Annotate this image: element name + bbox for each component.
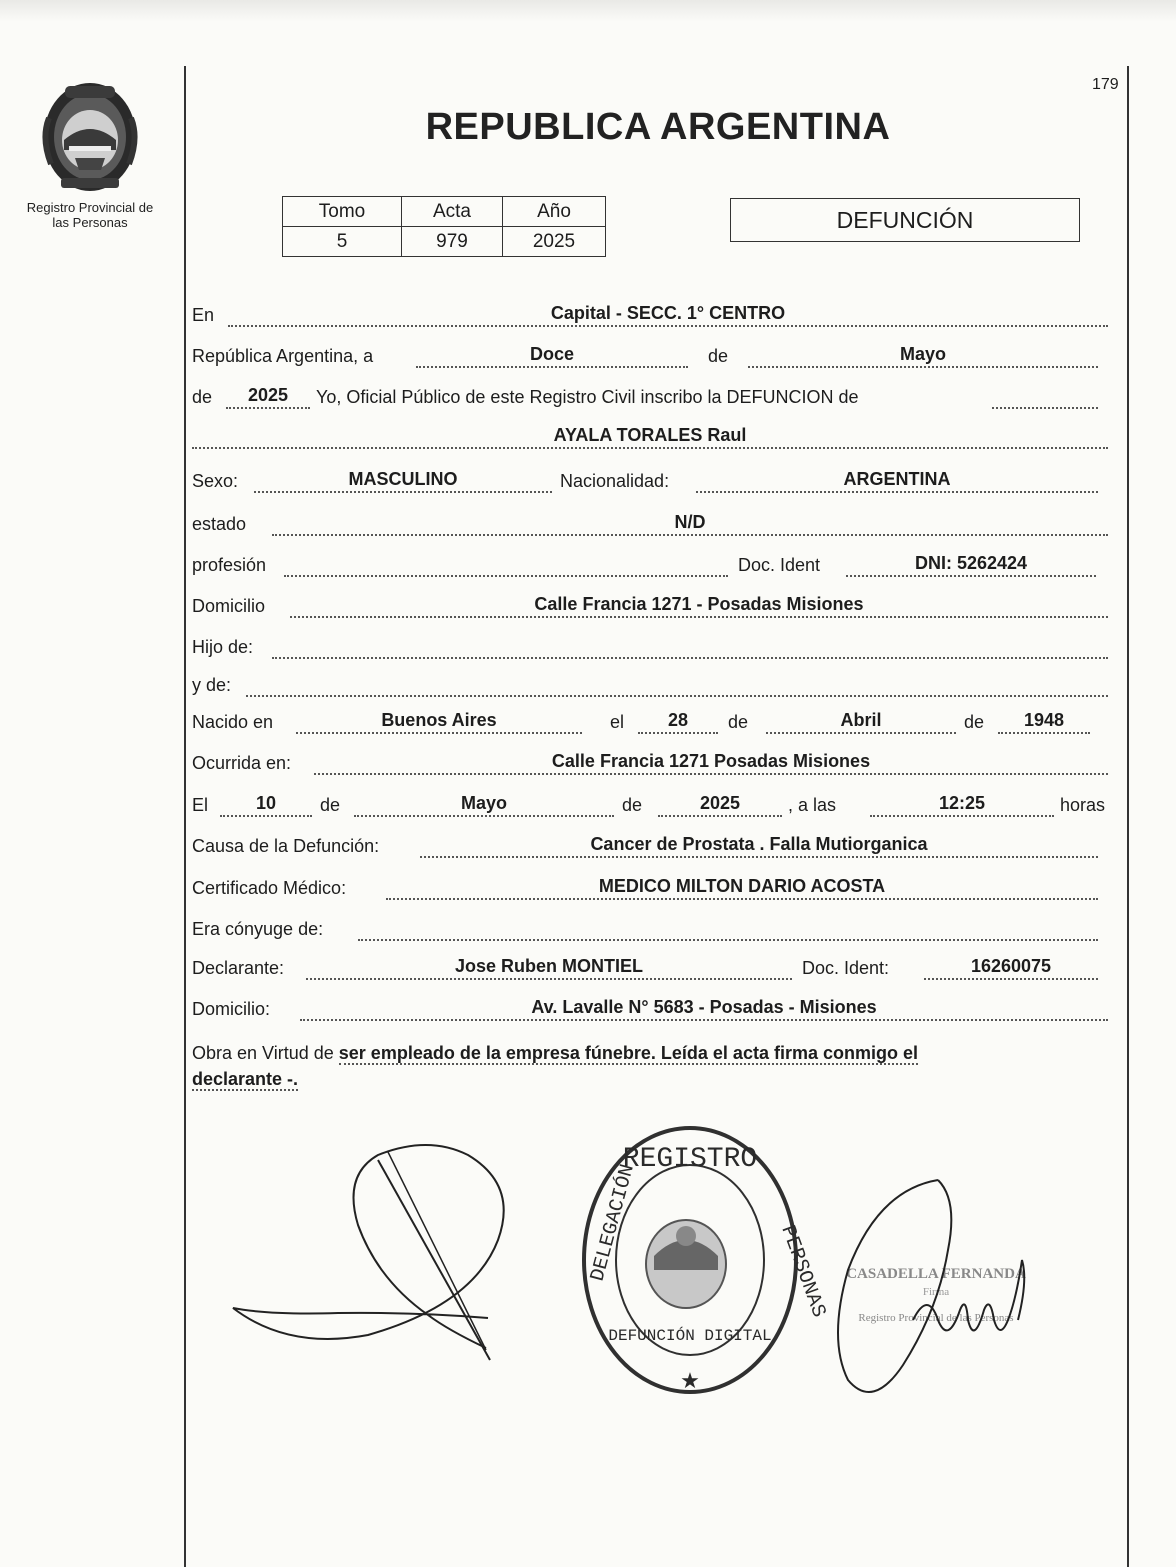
field-nacido-lugar: Buenos Aires [296, 708, 582, 734]
page-number: 179 [1092, 76, 1119, 93]
label-causa: Causa de la Defunción: [192, 836, 380, 856]
label-el: el [610, 712, 625, 732]
label-yo-oficial: Yo, Oficial Público de este Registro Civil inscribo la DEFUNCION de [316, 387, 859, 407]
label-certificado: Certificado Médico: [192, 878, 347, 898]
field-blank-inscribo [992, 383, 1098, 409]
field-causa: Cancer de Prostata . Falla Mutiorganica [420, 832, 1098, 858]
label-el-cap: El [192, 795, 209, 815]
row-fecha-defuncion [192, 790, 1110, 820]
label-y-de: y de: [192, 675, 232, 695]
stamp-right-text: PERSONAS [775, 1222, 830, 1321]
registration-table [282, 196, 606, 257]
label-republica: República Argentina, a [192, 346, 374, 366]
field-hora: 12:25 [870, 791, 1054, 817]
acta-type-box: DEFUNCIÓN [730, 198, 1080, 242]
field-nacionalidad: ARGENTINA [696, 467, 1098, 493]
field-domicilio: Calle Francia 1271 - Posadas Misiones [290, 592, 1108, 618]
obra-texto-2: declarante -. [192, 1069, 299, 1089]
row-nacido [192, 707, 1110, 737]
field-doc-ident: DNI: 5262424 [846, 551, 1096, 577]
row-profesion [192, 550, 1110, 580]
field-certificado: MEDICO MILTON DARIO ACOSTA [386, 874, 1098, 900]
left-margin-line [184, 66, 186, 1567]
field-conyuge [358, 915, 1098, 941]
label-domicilio-2: Domicilio: [192, 999, 271, 1019]
row-conyuge [192, 914, 1110, 944]
label-de-2: de [192, 387, 213, 407]
label-hijo-de: Hijo de: [192, 637, 254, 657]
row-lugar [192, 300, 1110, 330]
row-causa [192, 831, 1110, 861]
tomo-value: 5 [283, 227, 402, 257]
row-nombre [192, 422, 1110, 452]
stamp-inner-text: DEFUNCIÓN DIGITAL [608, 1327, 772, 1345]
provincial-seal-icon [31, 78, 149, 196]
row-hijo-de [192, 632, 1110, 662]
obra-texto-1: ser empleado de la empresa fúnebre. Leída el acta firma conmigo el [338, 1043, 918, 1063]
field-nacido-anio: 1948 [998, 708, 1090, 734]
field-ocurrida-en: Calle Francia 1271 Posadas Misiones [314, 749, 1108, 775]
logo-caption-line1: Registro Provincial de [26, 200, 154, 215]
acta-value: 979 [402, 227, 503, 257]
label-nacionalidad: Nacionalidad: [560, 471, 670, 491]
field-declarante-doc: 16260075 [924, 954, 1098, 980]
scan-shadow [0, 0, 1176, 22]
label-de-3: de [728, 712, 749, 732]
label-estado: estado [192, 514, 247, 534]
field-nacido-mes: Abril [766, 708, 956, 734]
field-nacido-dia: 28 [638, 708, 718, 734]
acta-header: Acta [402, 197, 503, 227]
label-declarante: Declarante: [192, 958, 285, 978]
row-estado [192, 509, 1110, 539]
field-declarante: Jose Ruben MONTIEL [306, 954, 792, 980]
field-estado: N/D [272, 510, 1108, 536]
label-nacido-en: Nacido en [192, 712, 274, 732]
label-sexo: Sexo: [192, 471, 239, 491]
anio-value: 2025 [503, 227, 606, 257]
label-en: En [192, 305, 215, 325]
field-fallecio-anio: 2025 [658, 791, 782, 817]
field-declarante-domicilio: Av. Lavalle N° 5683 - Posadas - Misiones [300, 995, 1108, 1021]
field-mes: Mayo [748, 342, 1098, 368]
stamp-left-text: DELEGACIÓN [586, 1161, 640, 1284]
obra-en-virtud-paragraph [192, 1040, 1122, 1092]
label-ocurrida-en: Ocurrida en: [192, 753, 292, 773]
official-signature [818, 1170, 1048, 1410]
registry-logo [14, 78, 166, 230]
official-office: Registro Provincial de las Personas [858, 1312, 1014, 1324]
field-hijo-de [272, 633, 1108, 659]
label-de-6: de [622, 795, 643, 815]
row-domicilio-declarante [192, 994, 1110, 1024]
field-dia: Doce [416, 342, 688, 368]
label-conyuge: Era cónyuge de: [192, 919, 324, 939]
official-role: Firma [922, 1286, 950, 1298]
label-horas: horas [1060, 795, 1106, 815]
row-certificado [192, 873, 1110, 903]
field-lugar: Capital - SECC. 1° CENTRO [228, 301, 1108, 327]
logo-caption-line2: las Personas [52, 215, 128, 230]
stamp-star: ★ [680, 1368, 700, 1393]
registry-round-stamp [570, 1118, 830, 1403]
field-fallecio-mes: Mayo [354, 791, 614, 817]
row-sexo [192, 466, 1110, 496]
field-sexo: MASCULINO [254, 467, 552, 493]
row-y-de [192, 670, 1110, 700]
field-fallecio-dia: 10 [220, 791, 312, 817]
field-anio: 2025 [226, 383, 310, 409]
label-profesion: profesión [192, 555, 267, 575]
label-de-4: de [964, 712, 985, 732]
field-nombre: AYALA TORALES Raul [192, 423, 1108, 449]
declarant-signature [228, 1130, 538, 1370]
row-anio [192, 382, 1110, 412]
row-domicilio [192, 591, 1110, 621]
label-a-las: , a las [788, 795, 837, 815]
row-declarante [192, 953, 1110, 983]
label-doc-ident-2: Doc. Ident: [802, 958, 890, 978]
field-profesion [284, 551, 728, 577]
official-name: CASADELLA FERNANDA [846, 1266, 1026, 1282]
stamp-top-text: REGISTRO [622, 1144, 758, 1175]
row-ocurrida [192, 748, 1110, 778]
field-y-de [246, 671, 1108, 697]
document-title: REPUBLICA ARGENTINA [425, 106, 891, 148]
label-doc-ident: Doc. Ident [738, 555, 821, 575]
label-domicilio: Domicilio [192, 596, 266, 616]
right-margin-line [1127, 66, 1129, 1567]
anio-header: Año [503, 197, 606, 227]
label-de-5: de [320, 795, 341, 815]
row-fecha [192, 341, 1110, 371]
tomo-header: Tomo [283, 197, 402, 227]
label-obra-en-virtud: Obra en Virtud de [192, 1043, 334, 1063]
label-de-1: de [708, 346, 729, 366]
